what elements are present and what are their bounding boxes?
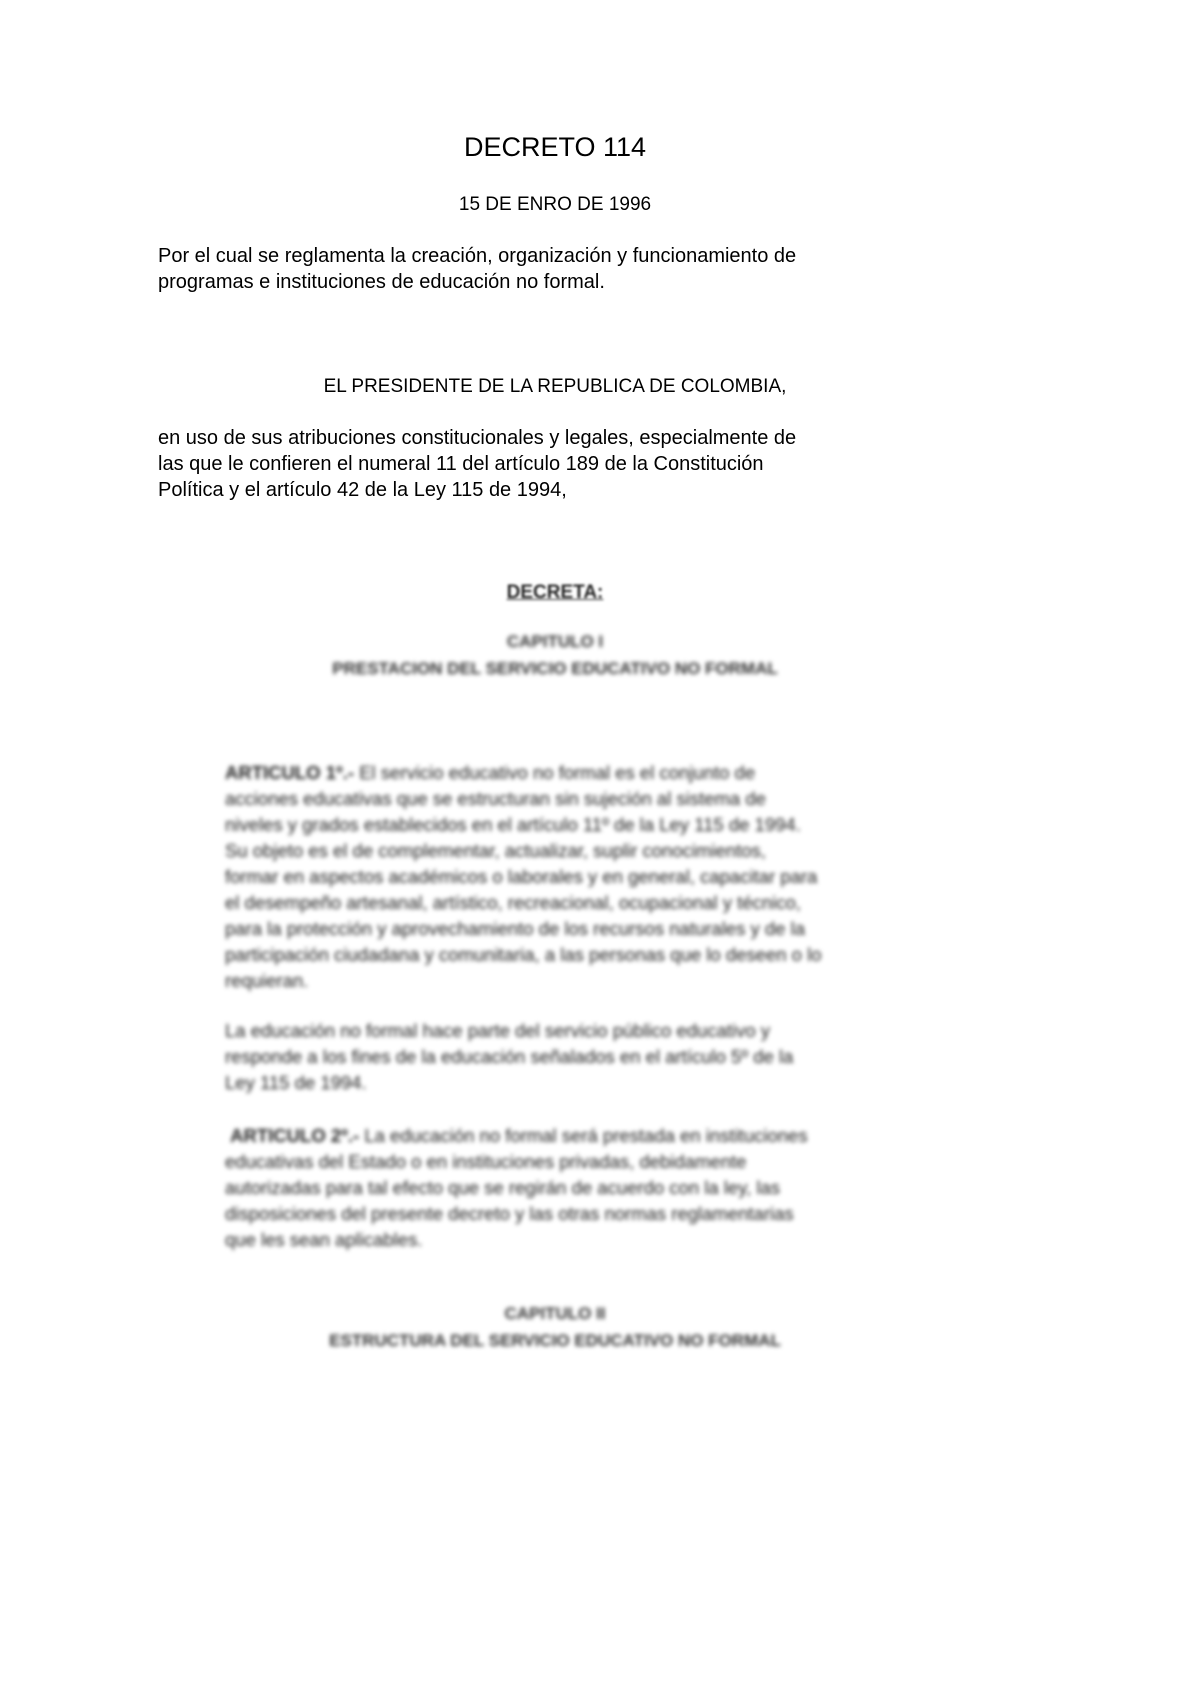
article-line: que les sean aplicables. xyxy=(225,1229,423,1250)
article-line: autorizadas para tal efecto que se regirán de acuerdo con la ley, las xyxy=(225,1177,780,1198)
article-2 xyxy=(225,1123,965,1253)
authority-heading: EL PRESIDENTE DE LA REPUBLICA DE COLOMBIA, xyxy=(323,376,787,397)
decree-title: DECRETO 114 xyxy=(463,132,647,162)
article-1-paragraph-2 xyxy=(225,1018,965,1096)
article-line: formar en aspectos académicos o laborales y en general, capacitar para xyxy=(225,866,818,887)
preamble-line: en uso de sus atribuciones constitucionales y legales, especialmente de xyxy=(158,427,797,449)
summary-line: programas e instituciones de educación no formal. xyxy=(158,271,605,293)
summary-line: Por el cual se reglamenta la creación, organización y funcionamiento de xyxy=(158,245,797,267)
article-line: niveles y grados establecidos en el artículo 11º de la Ley 115 de 1994. xyxy=(225,814,801,835)
article-line: Ley 115 de 1994. xyxy=(225,1072,367,1093)
chapter-number: CAPITULO I xyxy=(506,632,604,651)
chapter-name: ESTRUCTURA DEL SERVICIO EDUCATIVO NO FORMAL xyxy=(329,1331,781,1350)
article-1 xyxy=(225,760,965,994)
chapter-name: PRESTACION DEL SERVICIO EDUCATIVO NO FORMAL xyxy=(332,659,778,678)
article-line: para la protección y aprovechamiento de los recursos naturales y de la xyxy=(225,918,805,939)
article-label: ARTICULO 2º.- xyxy=(230,1125,360,1146)
preamble xyxy=(158,425,958,503)
chapter-2-heading xyxy=(0,1300,1110,1354)
decree-summary xyxy=(158,243,958,295)
article-line: disposiciones del presente decreto y las otras normas reglamentarias xyxy=(225,1203,794,1224)
article-line: participación ciudadana y comunitaria, a las personas que lo deseen o lo xyxy=(225,944,822,965)
article-line: responde a los fines de la educación señalados en el artículo 5º de la xyxy=(225,1046,794,1067)
article-line: requieran. xyxy=(225,970,309,991)
chapter-number: CAPITULO II xyxy=(504,1304,606,1323)
preamble-line: las que le confieren el numeral 11 del artículo 189 de la Constitución xyxy=(158,453,764,475)
article-line: El servicio educativo no formal es el conjunto de xyxy=(354,762,756,783)
article-label: ARTICULO 1º.- xyxy=(225,762,355,783)
article-line: el desempeño artesanal, artístico, recreacional, ocupacional y técnico, xyxy=(225,892,801,913)
article-line: educativas del Estado o en instituciones privadas, debidamente xyxy=(225,1151,747,1172)
article-line: acciones educativas que se estructuran sin sujeción al sistema de xyxy=(225,788,766,809)
chapter-1-heading xyxy=(0,628,1110,682)
decreta-heading: DECRETA: xyxy=(506,582,604,603)
article-line: La educación no formal hace parte del servicio público educativo y xyxy=(225,1020,771,1041)
decree-date: 15 DE ENRO DE 1996 xyxy=(458,194,652,215)
article-line: La educación no formal será prestada en instituciones xyxy=(359,1125,808,1146)
preamble-line: Política y el artículo 42 de la Ley 115 de 1994, xyxy=(158,479,567,501)
article-line: Su objeto es el de complementar, actualizar, suplir conocimientos, xyxy=(225,840,766,861)
